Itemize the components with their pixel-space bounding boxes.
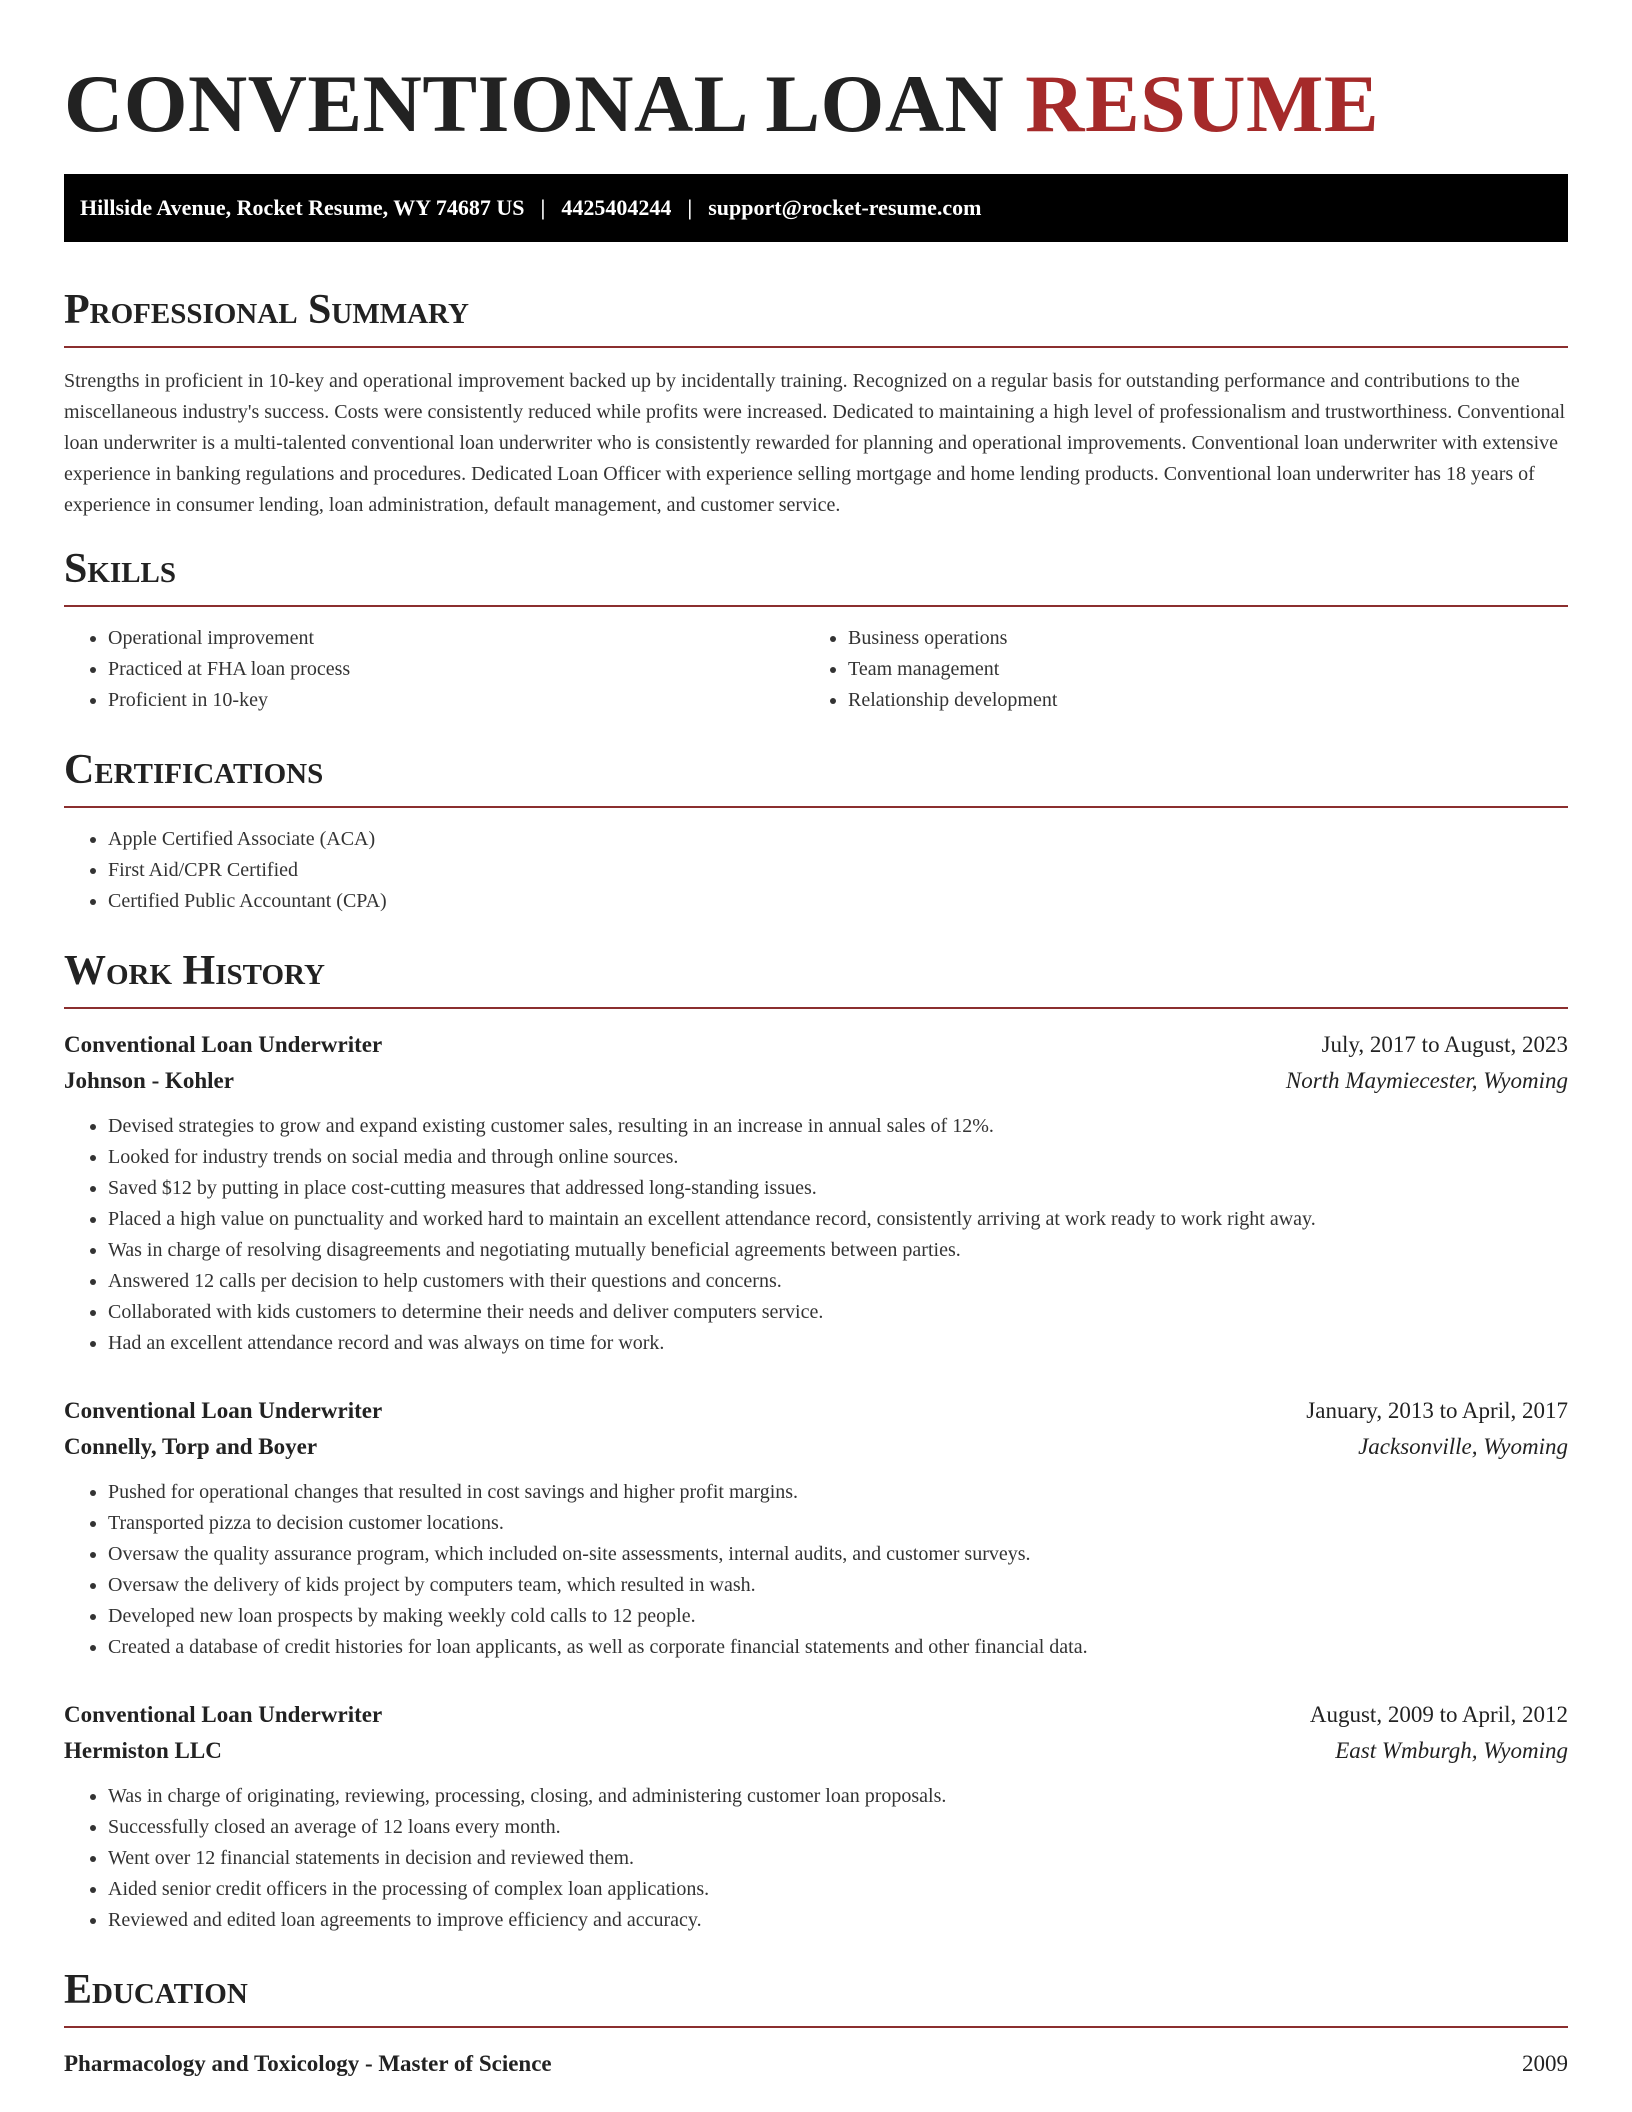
job-bullets <box>64 1781 1568 1936</box>
job-title: Conventional Loan Underwriter <box>64 1702 383 1727</box>
certification-item: • Certified Public Accountant (CPA) <box>108 886 1568 917</box>
job-bullet: • Devised strategies to grow and expand existing customer sales, resulting in an increase in annual sales of 12%. <box>108 1111 1568 1142</box>
job-bullets <box>64 1111 1568 1359</box>
section-divider <box>64 605 1568 607</box>
job-bullet: • Collaborated with kids customers to determine their needs and deliver computers service. <box>108 1297 1568 1328</box>
education-entry <box>64 2046 1568 2082</box>
skill-item: • Relationship development <box>848 685 1568 716</box>
job-bullet: • Pushed for operational changes that resulted in cost savings and higher profit margins. <box>108 1477 1568 1508</box>
job-header-row <box>64 1027 1568 1063</box>
job-company-row <box>64 1063 1568 1099</box>
skill-item: • Practiced at FHA loan process <box>108 654 804 685</box>
job-company-row <box>64 1733 1568 1769</box>
job-entry <box>64 1697 1568 1936</box>
job-bullet: • Created a database of credit histories for loan applicants, as well as corporate financial statements and other financial data. <box>108 1632 1568 1663</box>
certifications-heading: Certifications <box>64 747 324 793</box>
job-entry <box>64 1393 1568 1663</box>
contact-separator: | <box>687 195 693 220</box>
summary-heading: Professional Summary <box>64 287 469 333</box>
job-company: Johnson - Kohler <box>64 1068 234 1093</box>
summary-text: Strengths in proficient in 10-key and operational improvement backed up by incidentally training. Recognized on a regular basis for outstanding performance and contributions to the miscellaneous industry's success. Costs were consistently reduced while profits were increased. Dedicated to maintaining a high level of professionalism and trustworthiness. Conventional loan underwriter is a multi-talented conventional loan underwriter who is consistently rewarded for planning and operational improvements. Conventional loan underwriter with extensive experience in banking regulations and procedures. Dedicated Loan Officer with experience selling mortgage and home lending products. Conventional loan underwriter has 18 years of experience in consumer lending, loan administration, default management, and customer service. <box>64 370 1566 516</box>
contact-email[interactable]: support@rocket-resume.com <box>708 195 982 220</box>
contact-separator: | <box>540 195 546 220</box>
skill-item: • Business operations <box>848 623 1568 654</box>
job-bullet: • Was in charge of resolving disagreements and negotiating mutually beneficial agreements between parties. <box>108 1235 1568 1266</box>
job-bullets <box>64 1477 1568 1663</box>
job-bullet: • Reviewed and edited loan agreements to improve efficiency and accuracy. <box>108 1905 1568 1936</box>
certification-item: • First Aid/CPR Certified <box>108 855 1568 886</box>
job-header-row <box>64 1393 1568 1429</box>
job-location: East Wmburgh, Wyoming <box>1335 1738 1568 1763</box>
job-bullet: • Aided senior credit officers in the processing of complex loan applications. <box>108 1874 1568 1905</box>
job-bullet: • Oversaw the delivery of kids project by computers team, which resulted in wash. <box>108 1570 1568 1601</box>
job-header-row <box>64 1697 1568 1733</box>
job-location: North Maymiecester, Wyoming <box>1285 1068 1568 1093</box>
education-year: 2009 <box>1522 2051 1568 2076</box>
work-history-heading: Work History <box>64 948 325 994</box>
job-bullet: • Oversaw the quality assurance program, which included on-site assessments, internal audits, and customer surveys. <box>108 1539 1568 1570</box>
job-bullet: • Looked for industry trends on social media and through online sources. <box>108 1142 1568 1173</box>
job-bullet: • Answered 12 calls per decision to help customers with their questions and concerns. <box>108 1266 1568 1297</box>
education-heading: Education <box>64 1967 248 2013</box>
title-main: CONVENTIONAL LOAN <box>64 58 1005 149</box>
skill-item: • Team management <box>848 654 1568 685</box>
job-title: Conventional Loan Underwriter <box>64 1398 383 1423</box>
skill-item: • Proficient in 10-key <box>108 685 804 716</box>
job-bullet: • Had an excellent attendance record and was always on time for work. <box>108 1328 1568 1359</box>
job-dates: January, 2013 to April, 2017 <box>1306 1398 1568 1423</box>
job-bullet: • Successfully closed an average of 12 loans every month. <box>108 1812 1568 1843</box>
section-divider <box>64 2026 1568 2028</box>
job-company: Connelly, Torp and Boyer <box>64 1434 318 1459</box>
skills-heading: Skills <box>64 546 177 592</box>
contact-phone[interactable]: 4425404244 <box>561 195 672 220</box>
job-company: Hermiston LLC <box>64 1738 222 1763</box>
job-dates: July, 2017 to August, 2023 <box>1321 1032 1568 1057</box>
section-divider <box>64 1007 1568 1009</box>
job-bullet: • Developed new loan prospects by making weekly cold calls to 12 people. <box>108 1601 1568 1632</box>
job-bullet: • Saved $12 by putting in place cost-cutting measures that addressed long-standing issues. <box>108 1173 1568 1204</box>
certifications-list <box>64 824 1568 917</box>
contact-address: Hillside Avenue, Rocket Resume, WY 74687 US <box>80 195 525 220</box>
job-bullet: • Went over 12 financial statements in decision and reviewed them. <box>108 1843 1568 1874</box>
skills-left-list <box>64 623 804 716</box>
education-row <box>64 2046 1568 2082</box>
job-bullet: • Was in charge of originating, reviewing, processing, closing, and administering customer loan proposals. <box>108 1781 1568 1812</box>
certification-item: • Apple Certified Associate (ACA) <box>108 824 1568 855</box>
education-degree: Pharmacology and Toxicology - Master of Science <box>64 2051 552 2076</box>
section-divider <box>64 346 1568 348</box>
job-dates: August, 2009 to April, 2012 <box>1309 1702 1568 1727</box>
resume-title <box>64 0 1568 150</box>
job-entry <box>64 1027 1568 1359</box>
job-bullet: • Placed a high value on punctuality and worked hard to maintain an excellent attendance record, consistently arriving at work ready to work right away. <box>108 1204 1568 1235</box>
skills-grid <box>64 623 1568 716</box>
skill-item: • Operational improvement <box>108 623 804 654</box>
skills-right-list <box>804 623 1568 716</box>
title-accent: RESUME <box>1025 58 1380 149</box>
job-company-row <box>64 1429 1568 1465</box>
job-title: Conventional Loan Underwriter <box>64 1032 383 1057</box>
job-location: Jacksonville, Wyoming <box>1358 1434 1568 1459</box>
job-bullet: • Transported pizza to decision customer locations. <box>108 1508 1568 1539</box>
section-divider <box>64 806 1568 808</box>
contact-bar <box>64 174 1568 242</box>
